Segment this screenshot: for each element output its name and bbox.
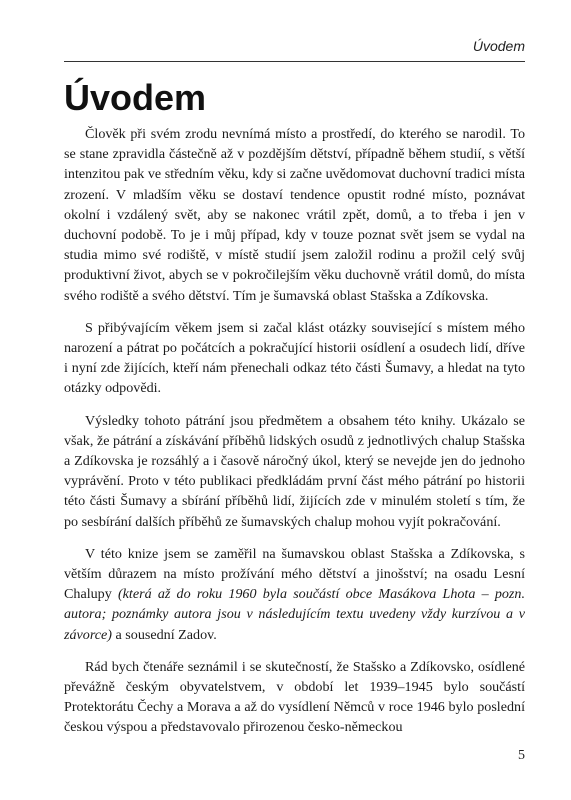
paragraph-2: S přibývajícím věkem jsem si začal klást otázky související s místem mého narození a pátrat po počátcích a pokračující historii osídlení a osudech lidí, dříve i nyní zde žijících, kteří nám přenechali odkaz této části Šumavy, a hledat na tyto otázky odpovědi.	[64, 319, 525, 397]
page-number: 5	[518, 748, 525, 763]
paragraph-4	[64, 544, 525, 645]
paragraph-4-text-before: V této knize jsem se zaměřil na šumavskou oblast Stašska a Zdíkovska, s větším důrazem na místo prožívání mého dětství a jinošství; na osadu Lesní Chalupy	[64, 545, 525, 603]
header-divider	[64, 61, 525, 62]
paragraph-5: Rád bych čtenáře seznámil i se skutečností, že Stašsko a Zdíkovsko, osídlené převážně českým obyvatelstvem, v období let 1939–1945 bylo součástí Protektorátu Čechy a Morava a až do vysídlení Němců v roce 1946 bylo poslední českou výspou a představovalo přirozenou česko-německou	[64, 658, 525, 736]
paragraph-1: Člověk při svém zrodu nevnímá místo a prostředí, do kterého se narodil. To se stane zpravidla částečně až v pozdějším dětství, případně během studií, s větší intenzitou pak ve středním věku, kdy si začne uvědomovat duchovní tradici místa zrození. V mladším věku se dostaví tendence opustit rodné místo, poznávat okolní i vzdálený svět, aby se nakonec vrátil zpět, domů, a to třeba i jen v duchovní podobě. To je i můj případ, kdy v touze poznat svět jsem se vydal na studia mimo své rodiště, v místě studií jsem založil rodinu a prožil celý svůj produktivní život, abych se v pokročilejším věku duchovně vrátil domů, do místa svého rodiště a svého dětství. Tím je šumavská oblast Stašska a Zdíkovska.	[64, 126, 525, 304]
paragraph-4-text-after: a sousední Zadov.	[112, 626, 217, 643]
paragraph-3: Výsledky tohoto pátrání jsou předmětem a obsahem této knihy. Ukázalo se však, že pátrání a získávání příběhů lidských osudů z jednotlivých chalup Stašska a Zdíkovska je rozsáhlý a i časově náročný úkol, který se nevejde jen do jednoho vyprávění. Proto v této publikaci předkládám první část mého pátrání po historii této části Šumavy a sbírání příběhů lidí, žijících zde v minulém století s tím, že po sesbírání dalších příběhů ze šumavských chalup mohou vyjít pokračování.	[64, 412, 525, 530]
running-head: Úvodem	[472, 38, 525, 54]
author-note-italic: (která až do roku 1960 byla součástí obce Masákova Lhota – pozn. autora; poznámky autora jsou v následujícím textu uvedeny vždy kurzívou a v závorce)	[64, 586, 525, 643]
body-text	[64, 124, 525, 750]
page-title: Úvodem	[64, 77, 207, 118]
